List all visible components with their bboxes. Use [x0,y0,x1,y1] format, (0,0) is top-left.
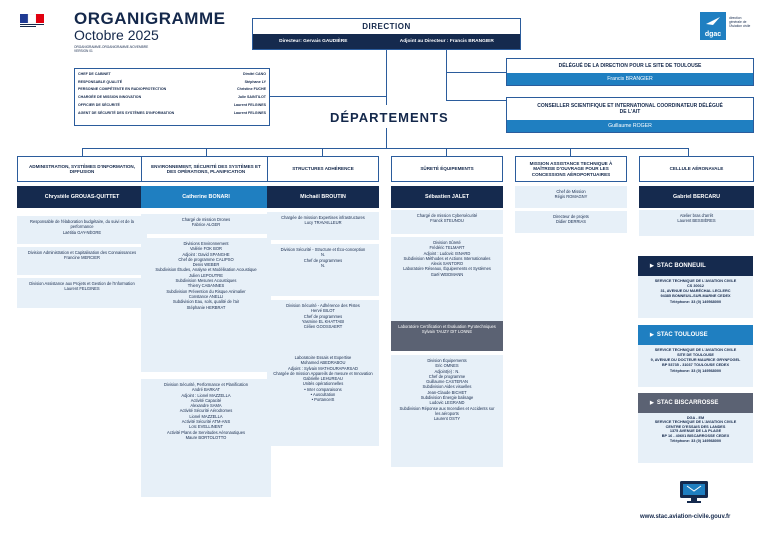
department-block: Division Sécurité - Structure et Éco-conception N. Chef de programmes N. [267,244,379,296]
department-block: Chargé de mission Drones Fabrice ALGER [141,214,271,234]
stac-biscarrosse-phone: Téléphone: 33 (0) 149568000 [669,439,722,444]
staff-row: RESPONSABLE QUALITÉ Stéphane LY [78,79,266,84]
department-title: SÛRETÉ ÉQUIPEMENTS [391,156,503,182]
department-title: ADMINISTRATION, SYSTÈMES D'INFORMATION, DIFFUSION [17,156,147,182]
department-block: Directeur de projets Didier DERRIAS [515,211,627,233]
conseiller-title: CONSEILLER SCIENTIFIQUE ET INTERNATIONAL COORDINATEUR DÉLÉGUÉ DE L'AIT [537,103,723,115]
department-title: STRUCTURES ADHÉRENCE [267,156,379,182]
direction-box [252,18,521,50]
stac-biscarrosse [638,393,753,463]
direction-title: DIRECTION [362,22,411,31]
stac-bonneuil [638,256,753,318]
department-block: Atelier bras d'arrêt Laurent BESSIÈRES [639,210,754,236]
department-block: Division Assistance aux Projets et Gestion de l'Information Laurent FELGINES [17,278,147,308]
department-head: Michaël BROUTIN [267,186,379,208]
delegue-name: Francis BRANGIER [507,73,753,85]
department-block: Chargé de mission Cybersécurité Franck STEUNOU [391,210,503,234]
stac-toulouse-phone: Téléphone: 33 (0) 149568000 [669,369,722,373]
staff-list [74,68,270,126]
stac-toulouse [638,325,753,387]
department-title: CELLULE AÉRONAVALE [639,156,754,182]
conseiller-name: Guillaume ROGER [507,120,753,132]
delegue-box [506,58,754,86]
department-title: MISSION ASSISTANCE TECHNIQUE À MAÎTRISE D'OUVRAGE POUR LES CONCESSIONS AÉROPORTUAIRES [515,156,627,182]
department-head: Chrystèle GROUAS-QUITTET [17,186,147,208]
department-block: Division Administration et Capitalisation des Connaissances Francine MERCIER [17,247,147,275]
computer-mail-icon [679,480,709,504]
staff-row: CHARGÉE DE MISSION INNOVATION Julie SAINTILOT [78,95,266,100]
department-block: Laboratoire Essais et Expertise Mohamed ABEDRABOU Adjoint : Sylvain MATHOURAPARSAD Chargée de mission Appareils de mesure et Innovation Gabrielle LEHUREAU Unités opérationnelles • Inter comparaisons • Auscultation • PortanceIS [267,352,379,446]
stac-biscarrosse-title: ▶ STAC BISCARROSSE [638,393,753,413]
staff-row: CHEF DE CABINET Dimitri CANO [78,72,266,76]
conseiller-box [506,97,754,133]
department-block: Chargée de mission Expertises infrastructures Lucy TRAVAILLEUR [267,212,379,240]
republique-francaise-logo [20,14,54,28]
department-head: Gabriel BERCARU [639,186,754,208]
stac-bonneuil-address: SERVICE TECHNIQUE DE L'AVIATION CIVILE CS 30012 31, AVENUE DU MARÉCHAL LECLERC 94385 BONNEUIL-SUR-MARNE CEDEX [654,279,737,298]
department-block: Divisions Environnement Valérie FOK BOR Adjoint : David SPANGHE Chef de programme CALIPSO Denis WEBER Subdivision Études, Analyse et Modélisation Acoustique Julien LEPOUTRE Subdivision Mesures Acoustiques Thierry CABANNES Subdivision Prévention du Risque Animalier Constance ANELLI Subdivision Eau, sols, qualité de l'air Stéphanie HERBRAT [141,238,271,372]
delegue-title: DÉLÉGUÉ DE LA DIRECTION POUR LE SITE DE TOULOUSE [558,63,702,69]
website-link[interactable]: www.stac.aviation-civile.gouv.fr [640,514,731,520]
stac-bonneuil-phone: Téléphone: 33 (0) 149568000 [669,300,722,304]
page-title: ORGANIGRAMME [74,9,226,28]
department-title: ENVIRONNEMENT, SÉCURITÉ DES SYSTÈMES ET DES OPÉRATIONS, PLANIFICATION [141,156,271,182]
staff-row: PERSONNE COMPÉTENTE EN RADIOPROTECTION Christine FUCHE [78,87,266,92]
department-block: Laboratoire Certification et Évaluation Pyrotechniques Sylvain TAUZY DIT LONNE [391,321,503,351]
department-head: Catherine BONARI [141,186,271,208]
stac-toulouse-address: SERVICE TECHNIQUE DE L'AVIATION CIVILE SITE DE TOULOUSE 9, AVENUE DU DOCTEUR MAURICE GRYNFOGEL BP 53735 - 31037 TOULOUSE CEDEX [650,348,741,367]
department-block: Division Équipements Eric OMNES Adjoint(e) : N. Chef de programme Guillaume CASTERAN Subdivision Aides visuelles Jean-Claude BICHET Subdivision Énergie balisage Ludovic LEGRAND Subdivision Réponse aux Incendies et Accidents sur les aéroports Laurent OSTY [391,355,503,467]
fine-print-version: VERSION 01 [74,49,93,53]
stac-bonneuil-title: ▶ STAC BONNEUIL [638,256,753,276]
fine-print: ORGANIGRAMME-ORGANIGRAMME-NOVEMBRE [74,45,149,49]
department-head: Sébastien JALET [391,186,503,208]
department-block: Division Sécurité, Performance et Planification André BARKAT Adjoint : Lionel MAZZELLA Activité Capacité Alexandre SAMA Activité Sécurité Aérodromes Lionel MAZZELLA Activité Sécurité ATM-ANS Loïc EVELLINENT Activité Plans de Servitudes Aéronautiques Maure BORTOLOTTO [141,379,271,497]
adjoint-name: Adjoint au Directeur : Francis BRANGIER [399,39,494,44]
department-block: Division Sécurité - Adhérence des Pistes Hervé BILOT Chef de programmes Yasmine EL KHATTABI Célien GOOSSAERT [267,300,379,354]
department-block: Responsable de l'élaboration budgétaire, du suivi et de la performance Laëtitia GAY-NÈGRE [17,216,147,244]
staff-row: AGENT DE SÉCURITÉ DES SYSTÈMES D'INFORMATION Laurent FELGINES [78,110,266,115]
staff-row: OFFICIER DE SÉCURITÉ Laurent FELGINES [78,102,266,107]
department-block: Chef de Mission Régis ROMAGNY [515,186,627,208]
stac-toulouse-title: ▶ STAC TOULOUSE [638,325,753,345]
departements-label: DÉPARTEMENTS [330,110,449,125]
page-date: Octobre 2025 [74,27,159,43]
dgac-logo: dgac direction générale de l'Aviation civile [700,12,754,40]
stac-biscarrosse-address: DGA - EM SERVICE TECHNIQUE DE L'AVIATION CIVILE CENTRE D'ESSAIS DES LANDES 1375 AVENUE DE LA PLAGE BP 16 - 40601 BISCARROSSE CEDEX [654,416,737,438]
directeur-name: Directeur: Gervais GAUDIÈRE [279,39,348,44]
department-block: Division Sûreté Frédéric TELMART Adjoint : Ludovic ISNARD Subdivision Méthodes et Actions Internationales Alexis SANTORO Laboratoire Réseaux, Équipements et Systèmes Gaël WEIDMANN [391,237,503,321]
